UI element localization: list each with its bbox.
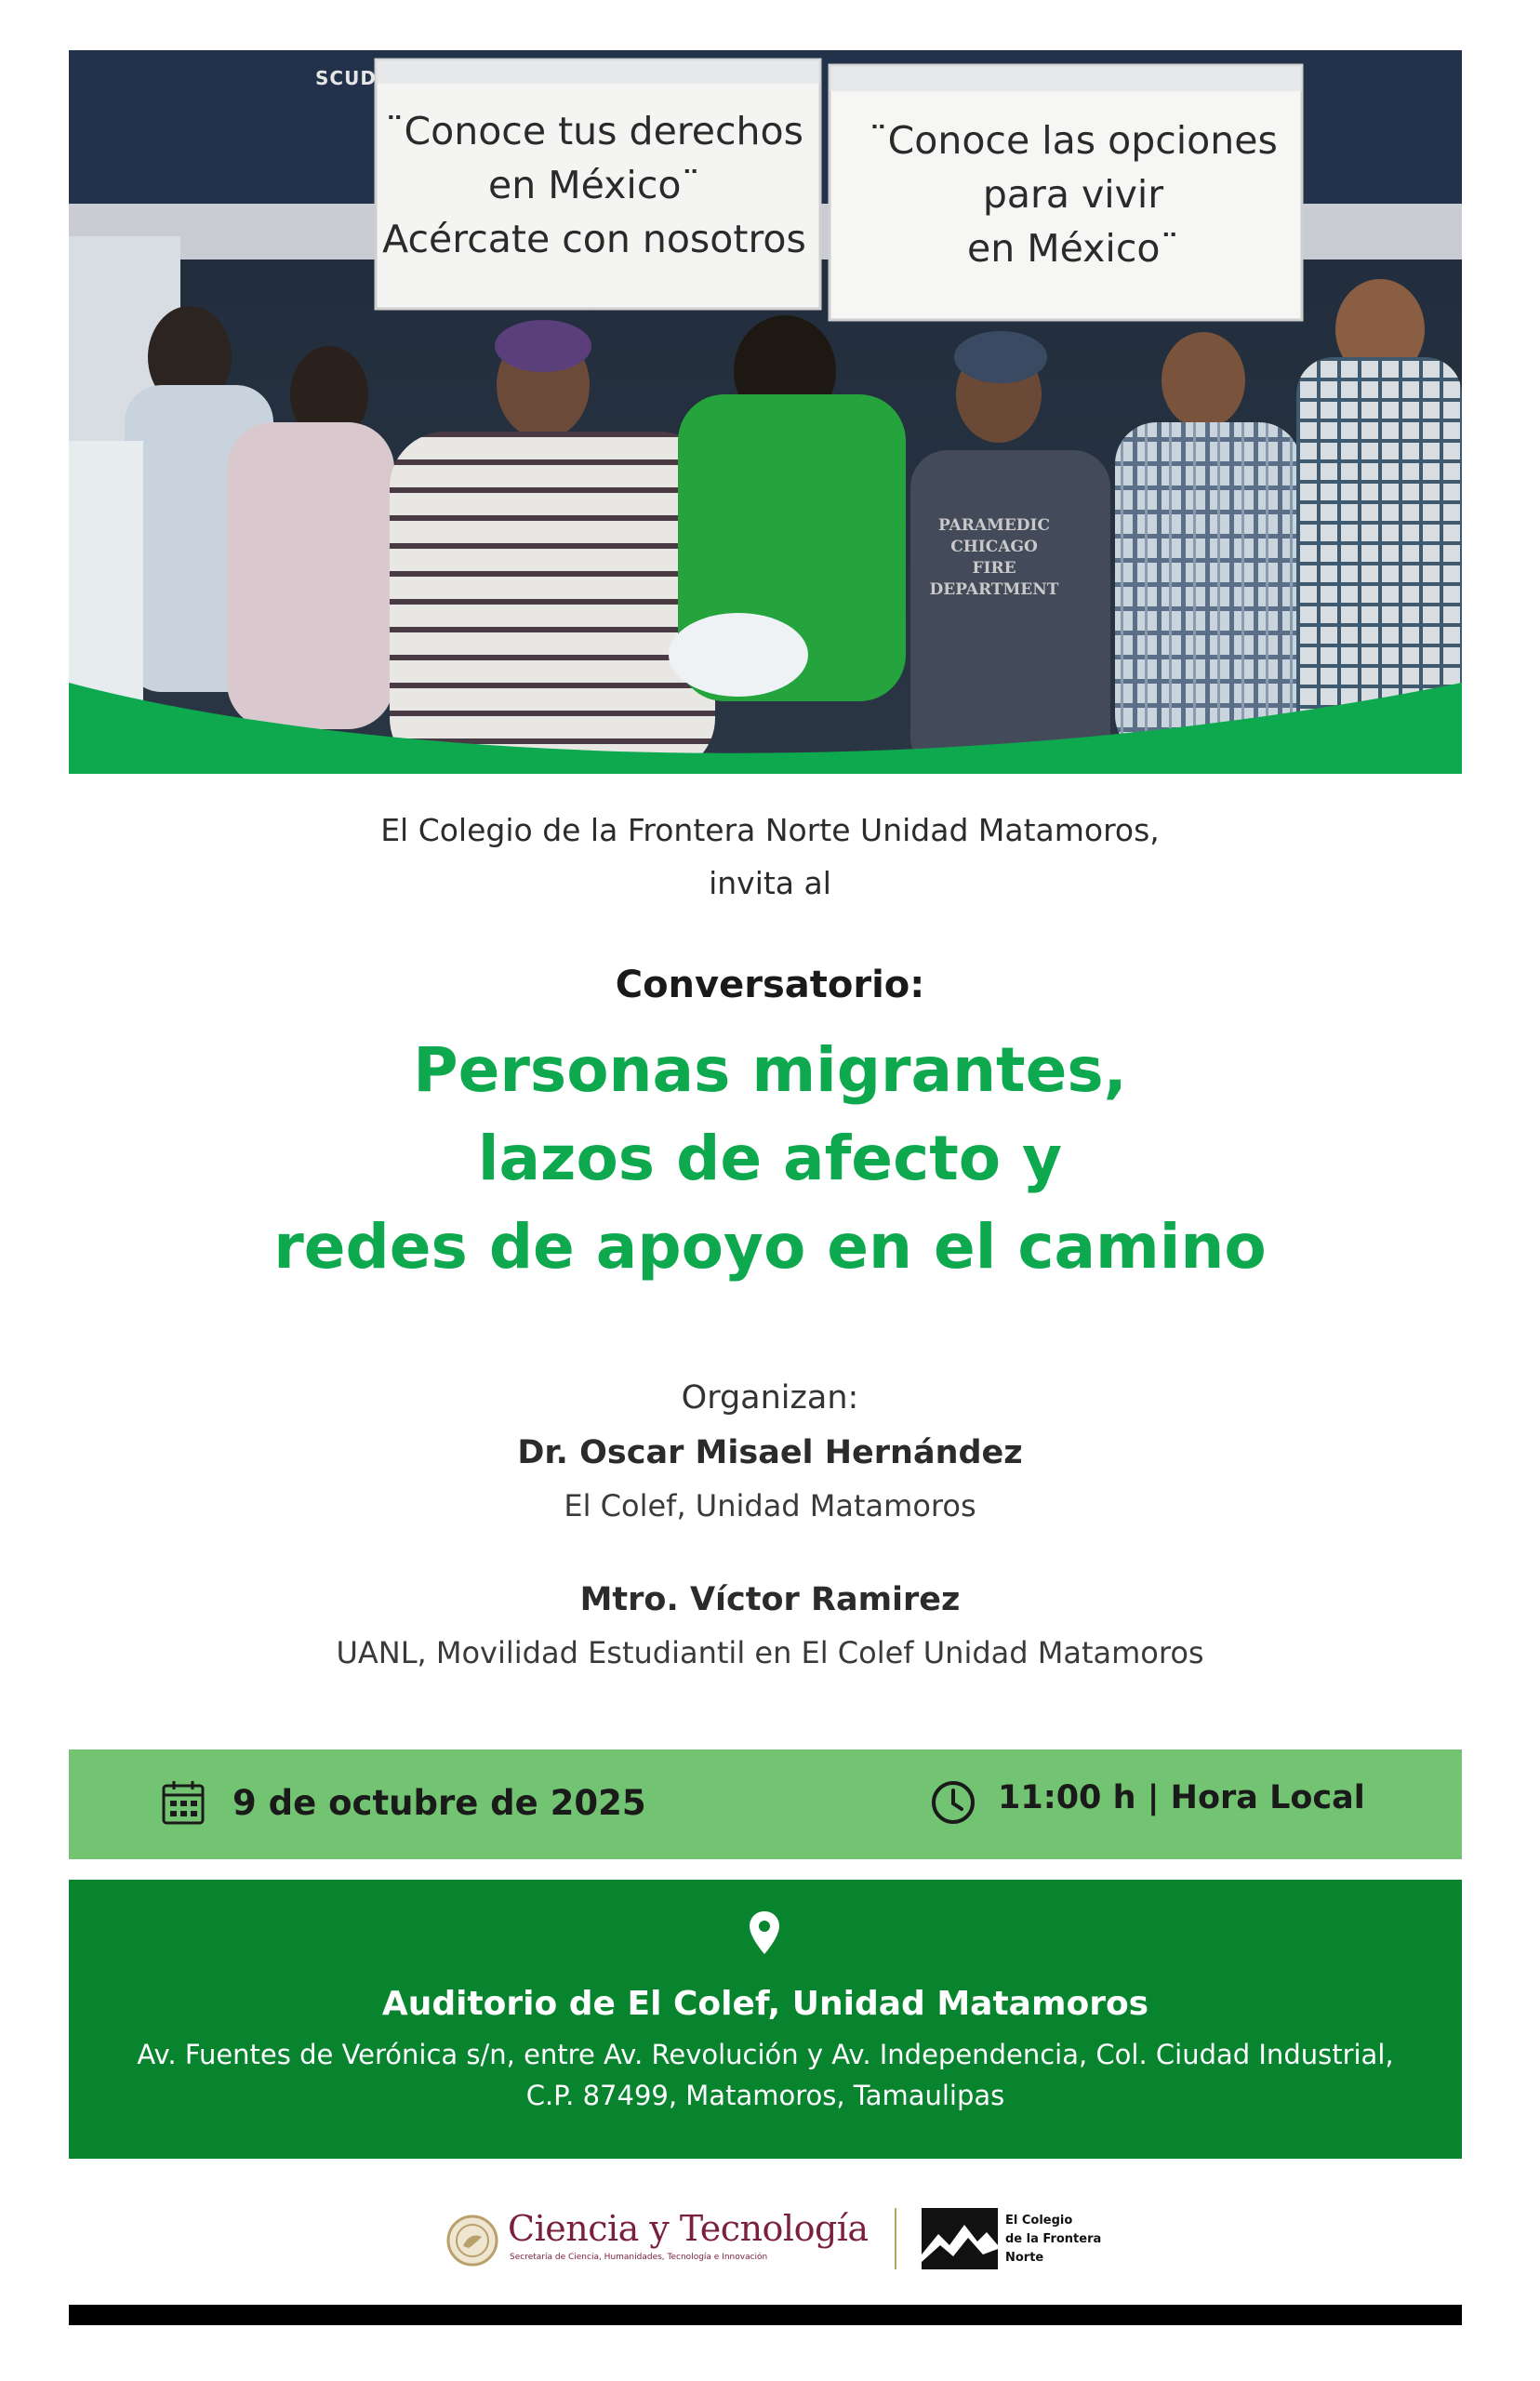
- event-title-line: lazos de afecto y: [477, 1123, 1063, 1194]
- colef-logo-line: Norte: [1005, 2251, 1044, 2265]
- colef-logo-icon: [922, 2208, 998, 2269]
- ciencia-tecnologia-logo-subtitle: Secretaría de Ciencia, Humanidades, Tecnología e Innovación: [510, 2253, 768, 2262]
- shirt-print-line: PARAMEDIC: [937, 516, 1051, 535]
- sign-left-line: Acércate con nosotros: [382, 217, 806, 261]
- bottom-rule: [69, 2305, 1462, 2325]
- sign-right: [855, 113, 1292, 275]
- colef-logo-line: de la Frontera: [1005, 2232, 1102, 2246]
- sign-left-line: ¨Conoce tus derechos: [385, 109, 803, 153]
- sign-right-line: ¨Conoce las opciones: [869, 118, 1278, 163]
- location-block: [69, 1880, 1462, 2159]
- event-title-line: Personas migrantes,: [413, 1034, 1127, 1106]
- hero-photo: [69, 50, 1462, 774]
- shirt-print-line: CHICAGO: [950, 538, 1038, 556]
- tent-print-text: SCUD: [315, 67, 377, 89]
- map-pin-icon: [748, 1909, 781, 1956]
- shirt-print-line: DEPARTMENT: [929, 580, 1059, 599]
- mexico-seal-icon: [446, 2215, 498, 2267]
- colef-logo-line: El Colegio: [1005, 2214, 1073, 2228]
- sign-right-line: en México¨: [967, 226, 1179, 271]
- shirt-print: [924, 515, 1064, 601]
- venue-address-line: Av. Fuentes de Verónica s/n, entre Av. Revolución y Av. Independencia, Col. Ciudad Industrial,: [137, 2039, 1394, 2070]
- intro-host: El Colegio de la Frontera Norte Unidad Matamoros,: [380, 812, 1160, 848]
- sign-left: [380, 104, 808, 266]
- event-date: 9 de octubre de 2025: [232, 1783, 646, 1823]
- event-time: 11:00 h | Hora Local: [998, 1779, 1365, 1816]
- schedule-bar: [69, 1749, 1462, 1859]
- intro-invite: invita al: [709, 865, 831, 901]
- event-kind-label: Conversatorio:: [615, 964, 925, 1006]
- event-title-line: redes de apoyo en el camino: [273, 1211, 1267, 1283]
- sponsor-logos: [0, 2199, 1540, 2292]
- organizer-affiliation: UANL, Movilidad Estudiantil en El Colef Unidad Matamoros: [336, 1635, 1204, 1670]
- organizer-affiliation: El Colef, Unidad Matamoros: [564, 1488, 976, 1523]
- colef-logo-text: [1005, 2212, 1101, 2268]
- venue-address-line: C.P. 87499, Matamoros, Tamaulipas: [525, 2080, 1005, 2111]
- calendar-icon: [162, 1780, 205, 1825]
- organizer-name: Mtro. Víctor Ramirez: [579, 1581, 961, 1618]
- sign-left-line: en México¨: [488, 163, 700, 207]
- sign-right-line: para vivir: [982, 172, 1164, 217]
- venue-name: Auditorio de El Colef, Unidad Matamoros: [381, 1985, 1149, 2023]
- logo-divider: [895, 2208, 896, 2269]
- clock-icon: [930, 1779, 976, 1826]
- organizers-label: Organizan:: [681, 1379, 859, 1417]
- ciencia-tecnologia-logo-title: Ciencia y Tecnología: [508, 2208, 869, 2249]
- shirt-print-line: FIRE: [972, 559, 1016, 578]
- organizer-name: Dr. Oscar Misael Hernández: [517, 1434, 1023, 1471]
